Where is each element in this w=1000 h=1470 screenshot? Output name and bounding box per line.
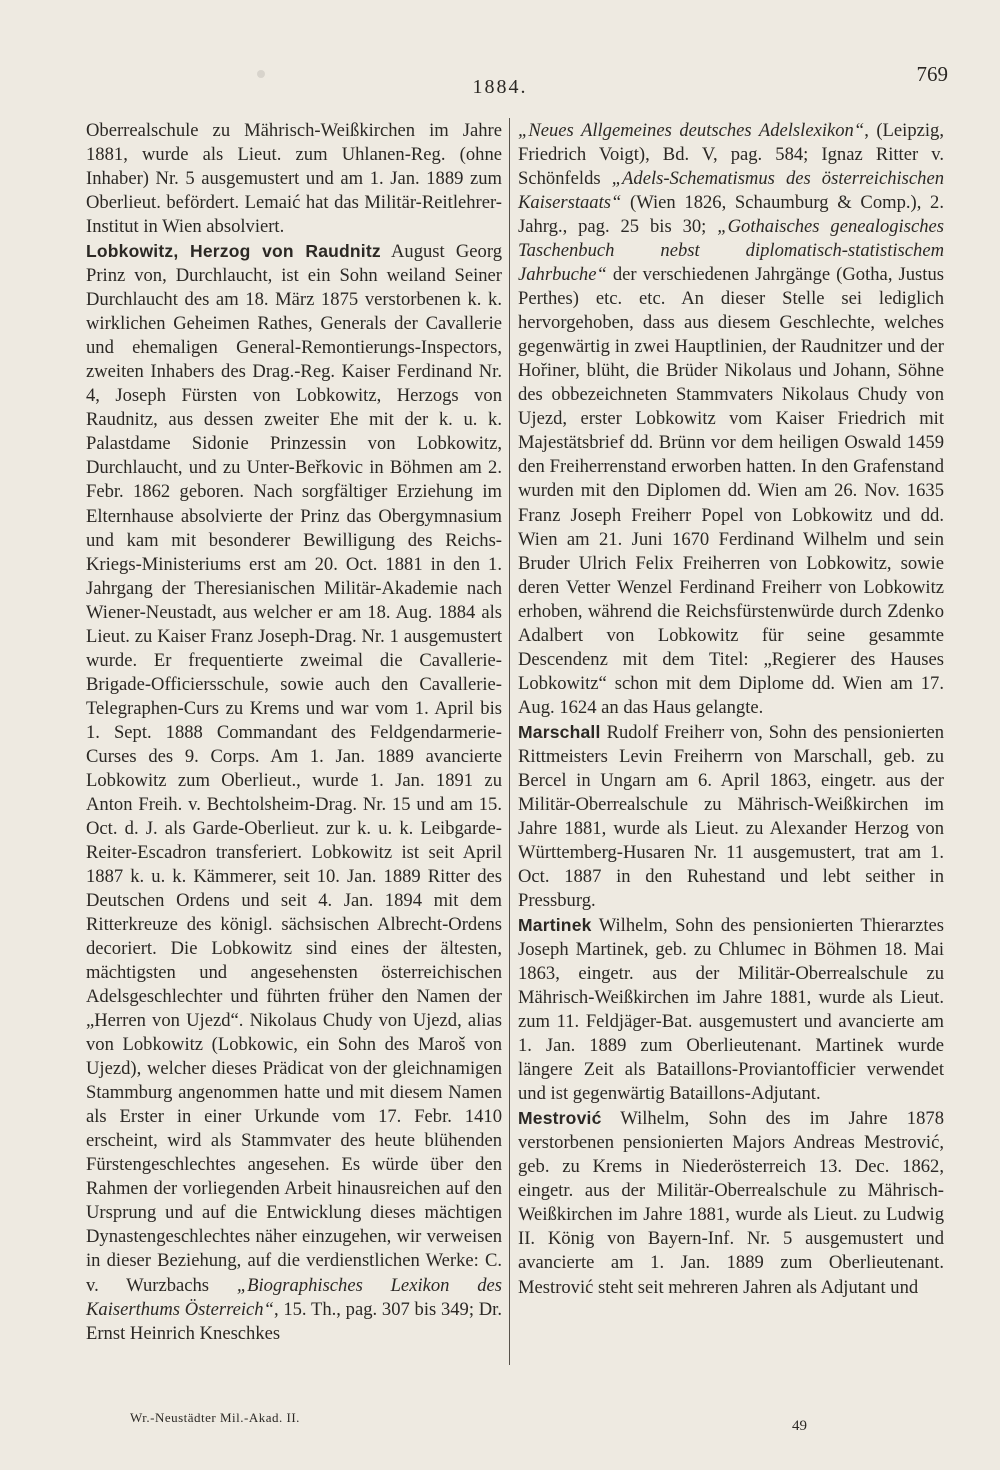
entry-name: Lobkowitz, Herzog von Raudnitz bbox=[86, 241, 381, 262]
reference-title: „Neues Allgemeines deutsches Adelslexikon“ bbox=[518, 120, 865, 141]
entry-text: , 15. Th., pag. 307 bis 349; Dr. Ernst Heinrich Kneschkes bbox=[86, 1298, 502, 1344]
entry-mestrovic bbox=[518, 1106, 944, 1299]
entry-martinek bbox=[518, 913, 944, 1106]
page-number: 769 bbox=[916, 62, 948, 86]
entry-name: Marschall bbox=[518, 721, 601, 742]
entry-name: Martinek bbox=[518, 915, 592, 936]
entry-text: Wilhelm, Sohn des pensionierten Thierarztes Joseph Martinek, geb. zu Chlumec in Böhmen 18. Mai 1863, eingetr. aus der Militär-Oberrealschule zu Mährisch-Weißkirchen im Jahre 1881, wurde als Lieut. zum 11. Feldjäger-Bat. ausgemustert und avancierte am 1. Jan. 1889 zum Oberlieutenant. Martinek wurde längere Zeit als Bataillons-Proviantofficier verwendet und ist gegenwärtig Bataillons-Adjutant. bbox=[518, 915, 944, 1105]
entry-text: Wilhelm, Sohn des im Jahre 1878 verstorbenen pensionierten Majors Andreas Mestrović, geb. zu Krems in Niederösterreich 13. Dec. 1862, eingetr. aus der Militär-Oberrealschule zu Mährisch-Weißkirchen im Jahre 1881, wurde als Lieut. zu Ludwig II. König von Bayern-Inf. Nr. 5 ausgemustert und avancierte am 1. Jan. 1889 zum Oberlieutenant. Mestrović steht seit mehreren Jahren als Adjutant und bbox=[518, 1108, 944, 1298]
entry-text: Rudolf Freiherr von, Sohn des pensionierten Rittmeisters Levin Freiherrn von Marschall, geb. zu Bercel in Ungarn am 6. April 1863, eingetr. aus der Militär-Oberrealschule zu Mährisch-Weißkirchen im Jahre 1881, wurde als Lieut. zu Alexander Herzog von Württemberg-Husaren Nr. 11 ausgemustert, trat am 1. Oct. 1887 in den Ruhestand und lebt seither in Pressburg. bbox=[518, 721, 944, 911]
entry-text: der verschiedenen Jahrgänge (Gotha, Justus Perthes) etc. etc. An dieser Stelle sei lediglich hervorgehoben, dass aus diesem Geschlechte, welches gegenwärtig in zwei Hauptlinien, der Raudnitzer und der Hořiner, blüht, die Brüder Nikolaus und Johann, Söhne des obbezeichneten Stammvaters Nikolaus Chudy von Ujezd, erster Lobkowitz vom Kaiser Friedrich mit Majestätsbrief dd. Brünn vor dem heiligen Oswald 1459 den Freiherrenstand erworben hatten. In den Grafenstand wurden mit den Diplomen dd. Wien am 26. Nov. 1635 Franz Joseph Freiherr Popel von Lobkowitz und dd. Wien am 21. Juni 1670 Ferdinand Wilhelm und sein Bruder Ulrich Felix Freiherren von Lobkowitz, sowie deren Vetter Wenzel Ferdinand Freiherr von Lobkowitz erhoben, während die Reichsfürstenwürde durch Zdenko Adalbert von Lobkowitz für seine gesammte Descendenz mit dem Titel: „Regierer des Hauses Lobkowitz“ schon mit dem Diplome dd. Wien am 17. Aug. 1624 an das Haus gelangte. bbox=[518, 264, 944, 718]
reference-title: „Gothaisches genealogisches Taschenbuch nebst diplomatisch-statistischem Jahrbuche“ bbox=[518, 216, 945, 286]
entry-lobkowitz-continued bbox=[518, 119, 944, 720]
paragraph-text: Oberrealschule zu Mährisch-Weißkirchen im Jahre 1881, wurde als Lieut. zum Uhlanen-Reg. (ohne Inhaber) Nr. 5 ausgemustert und am 1. Jan. 1889 zum Oberlieut. befördert. Lemaić hat das Militär-Reitlehrer-Institut in Wien absolviert. bbox=[86, 120, 502, 238]
entry-text: (Wien 1826, Schaumburg & Comp.), 2. Jahrg., pag. 25 bis 30; bbox=[518, 192, 944, 238]
paragraph-continuation bbox=[86, 119, 502, 239]
sheet-number: 49 bbox=[792, 1418, 807, 1434]
entry-lobkowitz bbox=[86, 239, 502, 1345]
column-divider bbox=[509, 118, 510, 1365]
entry-text: August Georg Prinz von, Durchlaucht, ist ein Sohn weiland Seiner Durchlaucht des am 18. März 1875 verstorbenen k. k. wirklichen Geheimen Rathes, Generals der Cavallerie und ehemaligen General-Remontierungs-Inspectors, zweiten Inhabers des Drag.-Reg. Kaiser Ferdinand Nr. 4, Joseph Fürsten von Lobkowitz, Herzogs von Raudnitz, aus dessen zweiter Ehe mit der k. u. k. Palastdame Sidonie Prinzessin von Lobkowitz, Durchlaucht, und zu Unter-Beřkovic in Böhmen am 2. Febr. 1862 geboren. Nach sorgfältiger Erziehung im Elternhause absolvierte der Prinz das Obergymnasium und kam mit besonderer Bewilligung des Reichs-Kriegs-Ministeriums erst am 20. Oct. 1881 in den 1. Jahrgang der Theresianischen Militär-Akademie nach Wiener-Neustadt, aus welcher er am 18. Aug. 1884 als Lieut. zu Kaiser Franz Joseph-Drag. Nr. 1 ausgemustert wurde. Er frequentierte zweimal die Cavallerie-Brigade-Officiersschule, sowie auch den Cavallerie-Telegraphen-Curs zu Krems und war vom 1. April bis 1. Sept. 1888 Commandant des Feldgendarmerie-Curses des 9. Corps. Am 1. Jan. 1889 avancierte Lobkowitz zum Oberlieut., wurde 1. Jan. 1891 zu Anton Freih. v. Bechtolsheim-Drag. Nr. 15 und am 15. Oct. d. J. als Garde-Oberlieut. zur k. u. k. Leibgarde-Reiter-Escadron transferiert. Lobkowitz ist seit April 1887 k. u. k. Kämmerer, seit 10. Jan. 1889 Ritter des Deutschen Ordens und seit 4. Jan. 1894 mit dem Ritterkreuze des königl. sächsischen Albrecht-Ordens decoriert. Die Lobkowitz sind eines der ältesten, mächtigsten und angesehensten österreichischen Adelsgeschlechter und führten früher den Namen der „Herren von Ujezd“. Nikolaus Chudy von Ujezd, alias von Lobkowitz (Lobkowic, ein Sohn des Maroš von Ujezd), welcher dieses Prädicat von der gleichnamigen Stammburg angenommen hatte und mit diesem Namen als Erster in einer Urkunde vom 17. Febr. 1410 erscheint, wird als Stammvater des heute blühenden Fürstengeschlechtes angesehen. Es würde über den Rahmen der vorliegenden Arbeit hinausreichen auf den Ursprung und auf die Entwicklung dieses mächtigen Dynastengeschlechtes näher einzugehen, wir verweisen in dieser Beziehung, auf die verdienstlichen Werke: C. v. Wurzbachs bbox=[86, 241, 502, 1296]
running-header-year: 1884. bbox=[472, 76, 528, 98]
left-column bbox=[86, 119, 502, 1346]
reference-title: „Biographisches Lexikon des Kaiserthums Österreich“ bbox=[86, 1274, 502, 1320]
right-column bbox=[518, 119, 944, 1300]
entry-marschall bbox=[518, 720, 944, 913]
printer-signature: Wr.-Neustädter Mil.-Akad. II. bbox=[130, 1410, 300, 1425]
reference-title: „Adels-Schematismus des österreichischen Kaiserstaats“ bbox=[518, 168, 945, 214]
entry-text: , (Leipzig, Friedrich Voigt), Bd. V, pag. 584; Ignaz Ritter v. Schönfelds bbox=[518, 120, 944, 190]
entry-name: Mestrović bbox=[518, 1108, 602, 1129]
